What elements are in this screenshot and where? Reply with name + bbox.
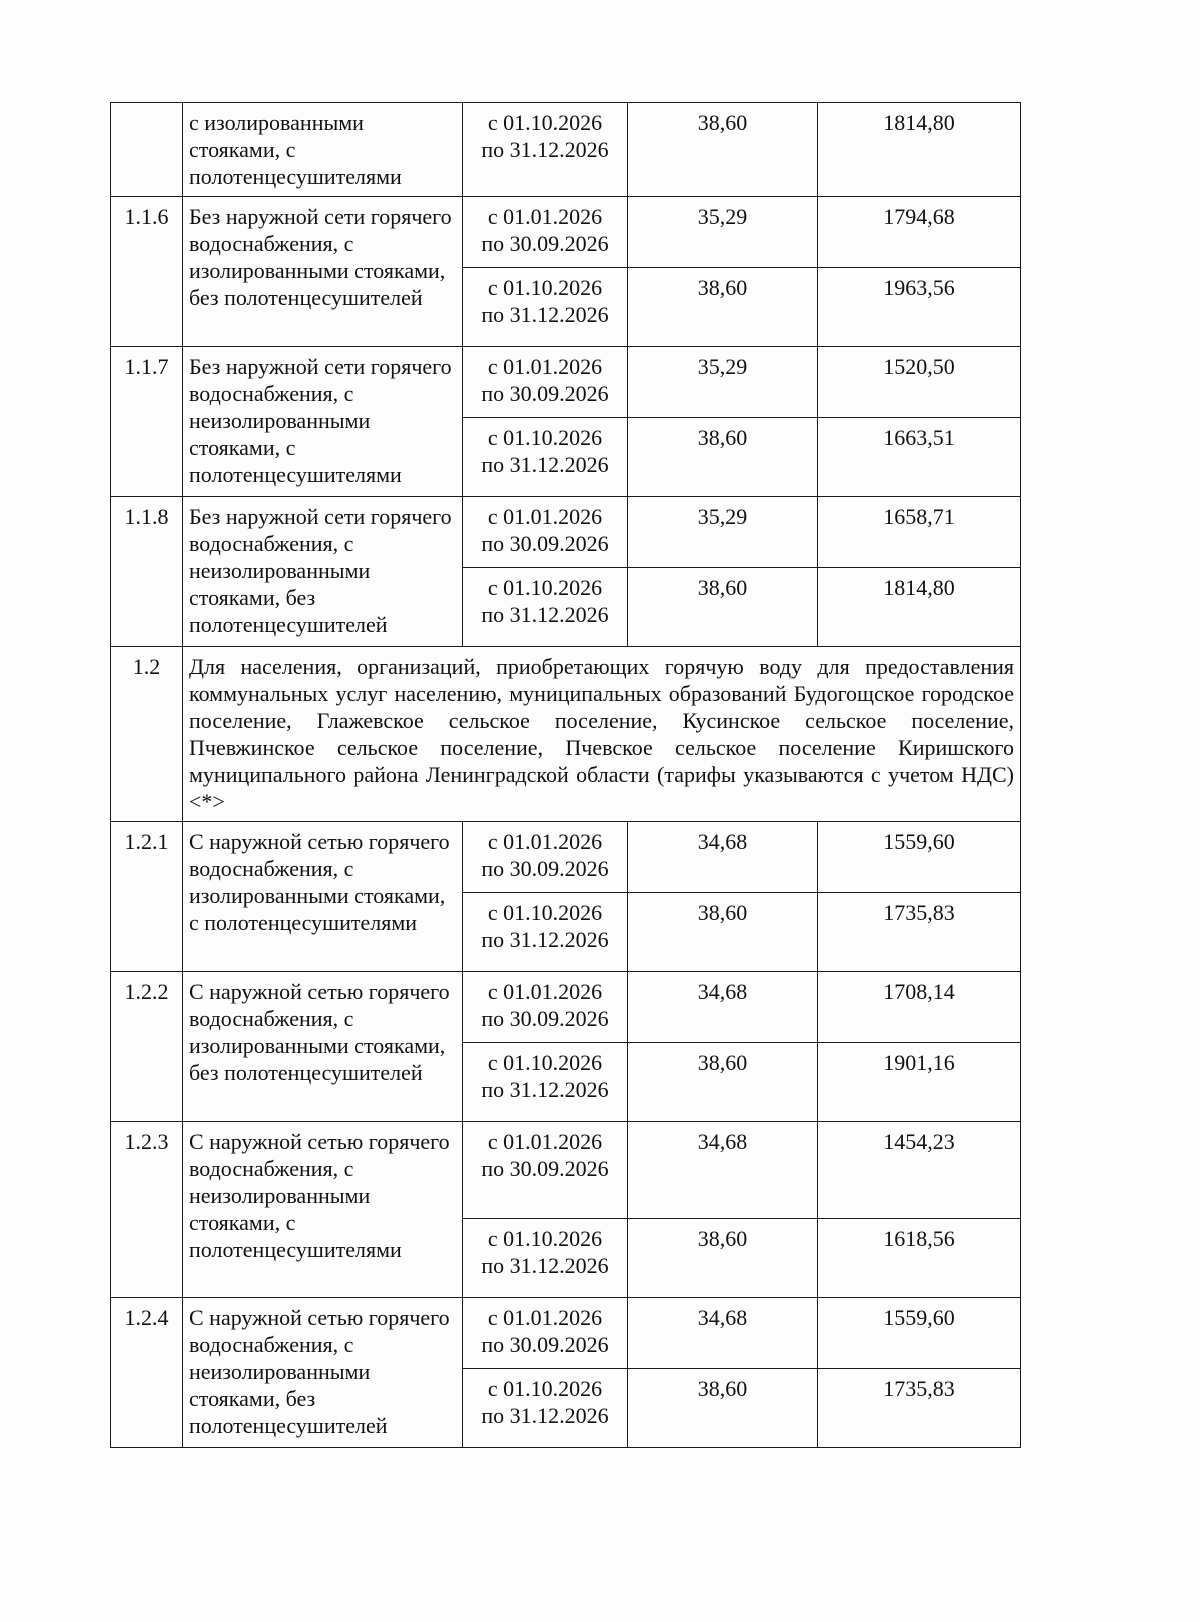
period-cell: [463, 568, 628, 647]
value-2-cell: 1963,56: [818, 268, 1021, 347]
table-row: [111, 197, 1021, 268]
period-to: по 31.12.2026: [481, 602, 609, 627]
value-1-cell: 35,29: [628, 197, 818, 268]
value-2-cell: 1454,23: [818, 1122, 1021, 1219]
value-2-cell: 1814,80: [818, 103, 1021, 197]
period-to: по 31.12.2026: [481, 1253, 609, 1278]
period-from: с 01.10.2026: [487, 1376, 603, 1401]
period-cell: [463, 1219, 628, 1298]
period-cell: [463, 268, 628, 347]
period-from: с 01.01.2026: [487, 829, 603, 854]
section-row: [111, 647, 1021, 822]
value-2-cell: 1663,51: [818, 418, 1021, 497]
row-number: 1.1.8: [111, 497, 183, 647]
period-to: по 30.09.2026: [481, 231, 609, 256]
period-from: с 01.01.2026: [487, 1129, 603, 1154]
period-to: по 30.09.2026: [481, 856, 609, 881]
period-to: по 31.12.2026: [481, 302, 609, 327]
period-cell: [463, 103, 628, 197]
table-row: [111, 497, 1021, 568]
value-2-cell: 1658,71: [818, 497, 1021, 568]
row-number: 1.2.1: [111, 822, 183, 972]
section-number: 1.2: [111, 647, 183, 822]
period-cell: [463, 197, 628, 268]
value-1-cell: 35,29: [628, 347, 818, 418]
value-1-cell: 34,68: [628, 1122, 818, 1219]
period-cell: [463, 1369, 628, 1448]
value-1-cell: 35,29: [628, 497, 818, 568]
period-to: по 30.09.2026: [481, 381, 609, 406]
table-row: [111, 103, 1021, 197]
period-cell: [463, 822, 628, 893]
period-cell: [463, 347, 628, 418]
period-to: по 30.09.2026: [481, 1006, 609, 1031]
period-to: по 30.09.2026: [481, 1332, 609, 1357]
period-from: с 01.01.2026: [487, 1305, 603, 1330]
value-2-cell: 1618,56: [818, 1219, 1021, 1298]
period-from: с 01.10.2026: [487, 900, 603, 925]
value-2-cell: 1708,14: [818, 972, 1021, 1043]
period-from: с 01.10.2026: [487, 575, 603, 600]
period-to: по 31.12.2026: [481, 927, 609, 952]
period-to: по 31.12.2026: [481, 137, 609, 162]
row-description: С наружной сетью горячего водоснабжения, с изолированными стояками, с полотенцесушителями: [183, 822, 463, 972]
value-1-cell: 38,60: [628, 103, 818, 197]
row-number: 1.1.6: [111, 197, 183, 347]
period-to: по 30.09.2026: [481, 531, 609, 556]
value-2-cell: 1735,83: [818, 893, 1021, 972]
period-cell: [463, 1298, 628, 1369]
value-1-cell: 38,60: [628, 1043, 818, 1122]
row-description: Без наружной сети горячего водоснабжения, с изолированными стояками, без полотенцесушителей: [183, 197, 463, 347]
row-number: 1.2.4: [111, 1298, 183, 1448]
period-to: по 30.09.2026: [481, 1156, 609, 1181]
table-row: [111, 972, 1021, 1043]
table-row: [111, 822, 1021, 893]
row-number: 1.2.2: [111, 972, 183, 1122]
value-1-cell: 38,60: [628, 893, 818, 972]
period-cell: [463, 1122, 628, 1219]
row-number: 1.2.3: [111, 1122, 183, 1298]
tariff-table: [110, 102, 1021, 1448]
value-1-cell: 34,68: [628, 972, 818, 1043]
row-description: С наружной сетью горячего водоснабжения, с изолированными стояками, без полотенцесушителей: [183, 972, 463, 1122]
value-1-cell: 34,68: [628, 1298, 818, 1369]
row-number: 1.1.7: [111, 347, 183, 497]
period-cell: [463, 497, 628, 568]
table-row: [111, 1122, 1021, 1219]
value-1-cell: 38,60: [628, 1369, 818, 1448]
value-2-cell: 1520,50: [818, 347, 1021, 418]
value-2-cell: 1901,16: [818, 1043, 1021, 1122]
value-1-cell: 34,68: [628, 822, 818, 893]
value-1-cell: 38,60: [628, 268, 818, 347]
period-from: с 01.10.2026: [487, 1226, 603, 1251]
period-cell: [463, 418, 628, 497]
row-description: Без наружной сети горячего водоснабжения, с неизолированными стояками, без полотенцесушителей: [183, 497, 463, 647]
value-1-cell: 38,60: [628, 1219, 818, 1298]
period-from: с 01.01.2026: [487, 979, 603, 1004]
period-to: по 31.12.2026: [481, 1077, 609, 1102]
period-from: с 01.01.2026: [487, 204, 603, 229]
row-description: с изолированными стояками, с полотенцесушителями: [183, 103, 463, 197]
section-description: Для населения, организаций, приобретающих горячую воду для предоставления коммунальных услуг населению, муниципальных образований Будогощское городское поселение, Глажевское сельское поселение, Кусинское сельское поселение, Пчевжинское сельское поселение, Пчевское сельское поселение Киришского муниципального района Ленинградской области (тарифы указываются с учетом НДС) <*>: [183, 647, 1021, 822]
row-description: С наружной сетью горячего водоснабжения, с неизолированными стояками, без полотенцесушителей: [183, 1298, 463, 1448]
table-row: [111, 1298, 1021, 1369]
row-description: Без наружной сети горячего водоснабжения, с неизолированными стояками, с полотенцесушителями: [183, 347, 463, 497]
value-1-cell: 38,60: [628, 568, 818, 647]
value-2-cell: 1735,83: [818, 1369, 1021, 1448]
value-2-cell: 1794,68: [818, 197, 1021, 268]
row-number: [111, 103, 183, 197]
row-description: С наружной сетью горячего водоснабжения, с неизолированными стояками, с полотенцесушителями: [183, 1122, 463, 1298]
period-cell: [463, 1043, 628, 1122]
period-from: с 01.10.2026: [487, 275, 603, 300]
period-from: с 01.01.2026: [487, 504, 603, 529]
period-cell: [463, 893, 628, 972]
value-2-cell: 1559,60: [818, 1298, 1021, 1369]
value-2-cell: 1559,60: [818, 822, 1021, 893]
table-row: [111, 347, 1021, 418]
period-to: по 31.12.2026: [481, 1403, 609, 1428]
period-from: с 01.10.2026: [487, 110, 603, 135]
value-2-cell: 1814,80: [818, 568, 1021, 647]
period-to: по 31.12.2026: [481, 452, 609, 477]
period-from: с 01.01.2026: [487, 354, 603, 379]
period-from: с 01.10.2026: [487, 1050, 603, 1075]
period-cell: [463, 972, 628, 1043]
value-1-cell: 38,60: [628, 418, 818, 497]
period-from: с 01.10.2026: [487, 425, 603, 450]
